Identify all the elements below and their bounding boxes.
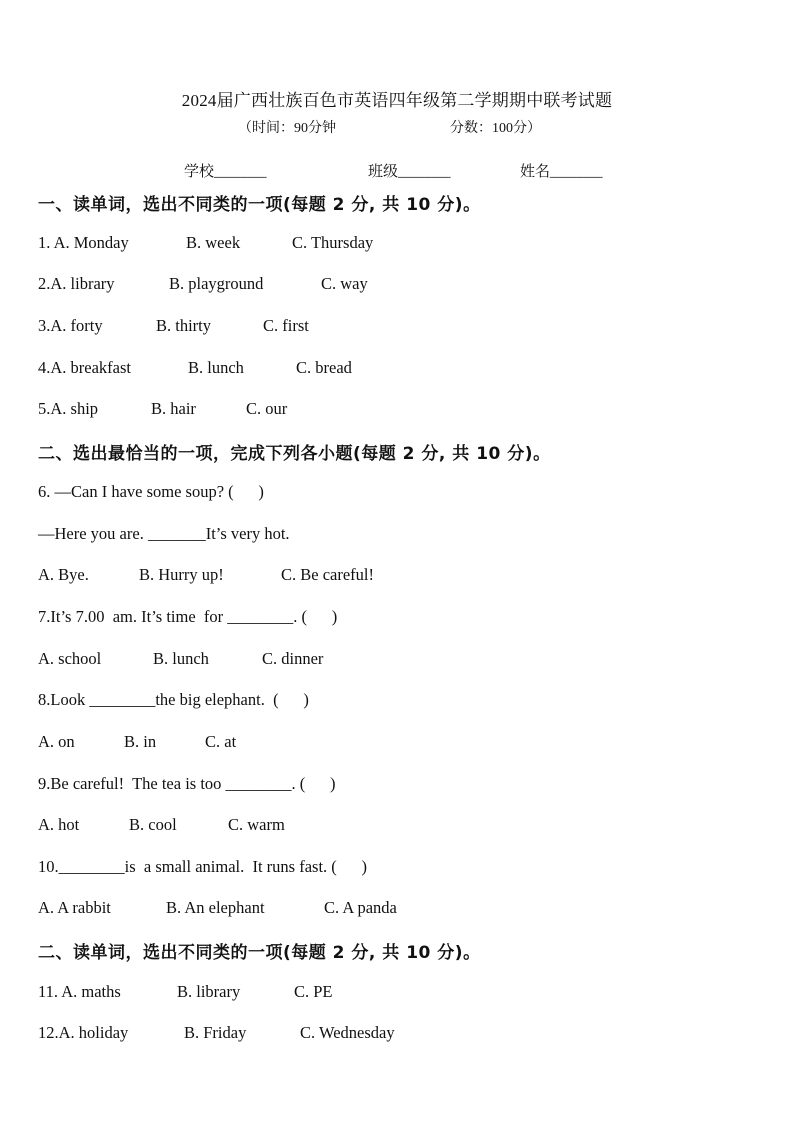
option-c: C. PE bbox=[294, 982, 333, 1001]
section-heading-2: 二、选出最恰当的一项，完成下列各小题(每题 2 分, 共 10 分)。 bbox=[38, 444, 551, 464]
option-c: C. way bbox=[321, 274, 368, 293]
option-b: B. library bbox=[177, 982, 241, 1001]
option-a: 1. A. Monday bbox=[38, 233, 129, 252]
question-4 bbox=[38, 358, 131, 378]
option-c: C. warm bbox=[228, 815, 285, 834]
option-c: C. at bbox=[205, 732, 237, 751]
section-heading-3: 二、读单词，选出不同类的一项(每题 2 分, 共 10 分)。 bbox=[38, 943, 481, 963]
option-a: 4.A. breakfast bbox=[38, 358, 132, 377]
class-field: 班级_______ bbox=[368, 164, 451, 180]
question-6-stem: 6. —Can I have some soup? ( ) bbox=[38, 482, 264, 501]
option-c: C. our bbox=[246, 399, 288, 418]
option-c: C. Thursday bbox=[292, 233, 374, 252]
option-a: 3.A. forty bbox=[38, 316, 103, 335]
question-7-stem: 7.It’s 7.00 am. It’s time for ________. ( ) bbox=[38, 607, 338, 626]
question-2 bbox=[38, 274, 115, 294]
option-b: B. playground bbox=[169, 274, 264, 293]
option-a: 12.A. holiday bbox=[38, 1023, 129, 1042]
name-field: 姓名_______ bbox=[520, 164, 603, 180]
option-c: C. dinner bbox=[262, 649, 324, 668]
question-6-dialogue: —Here you are. _______It’s very hot. bbox=[38, 524, 290, 543]
question-3 bbox=[38, 316, 103, 336]
option-a: A. Bye. bbox=[38, 565, 89, 584]
option-a: 11. A. maths bbox=[38, 982, 121, 1001]
option-c: C. bread bbox=[296, 358, 352, 377]
time-label: （时间：90分钟 bbox=[238, 121, 336, 136]
question-9-stem: 9.Be careful! The tea is too ________. ( ) bbox=[38, 774, 336, 793]
question-10-stem: 10.________is a small animal. It runs fast. ( ) bbox=[38, 857, 368, 876]
option-b: B. lunch bbox=[153, 649, 209, 668]
option-b: B. An elephant bbox=[166, 898, 265, 917]
option-c: C. first bbox=[263, 316, 309, 335]
page-title: 2024届广西壮族百色市英语四年级第二学期期中联考试题 bbox=[181, 91, 613, 110]
option-b: B. cool bbox=[129, 815, 177, 834]
option-b: B. Friday bbox=[184, 1023, 247, 1042]
question-5 bbox=[38, 399, 98, 419]
option-a: A. school bbox=[38, 649, 102, 668]
score-label: 分数：100分） bbox=[450, 121, 541, 136]
option-b: B. lunch bbox=[188, 358, 244, 377]
option-c: C. A panda bbox=[324, 898, 397, 917]
option-c: C. Wednesday bbox=[300, 1023, 395, 1042]
option-a: A. A rabbit bbox=[38, 898, 111, 917]
question-11 bbox=[38, 982, 121, 1002]
option-a: 2.A. library bbox=[38, 274, 115, 293]
option-c: C. Be careful! bbox=[281, 565, 374, 584]
option-b: B. hair bbox=[151, 399, 196, 418]
question-12 bbox=[38, 1023, 128, 1043]
option-b: B. week bbox=[186, 233, 241, 252]
option-a: A. on bbox=[38, 732, 75, 751]
question-1 bbox=[38, 233, 129, 253]
option-b: B. thirty bbox=[156, 316, 212, 335]
option-b: B. Hurry up! bbox=[139, 565, 224, 584]
school-field: 学校_______ bbox=[184, 164, 267, 180]
option-b: B. in bbox=[124, 732, 157, 751]
option-a: A. hot bbox=[38, 815, 80, 834]
option-a: 5.A. ship bbox=[38, 399, 99, 418]
question-8-stem: 8.Look ________the big elephant. ( ) bbox=[38, 690, 309, 709]
section-heading-1: 一、读单词，选出不同类的一项(每题 2 分, 共 10 分)。 bbox=[38, 195, 481, 215]
